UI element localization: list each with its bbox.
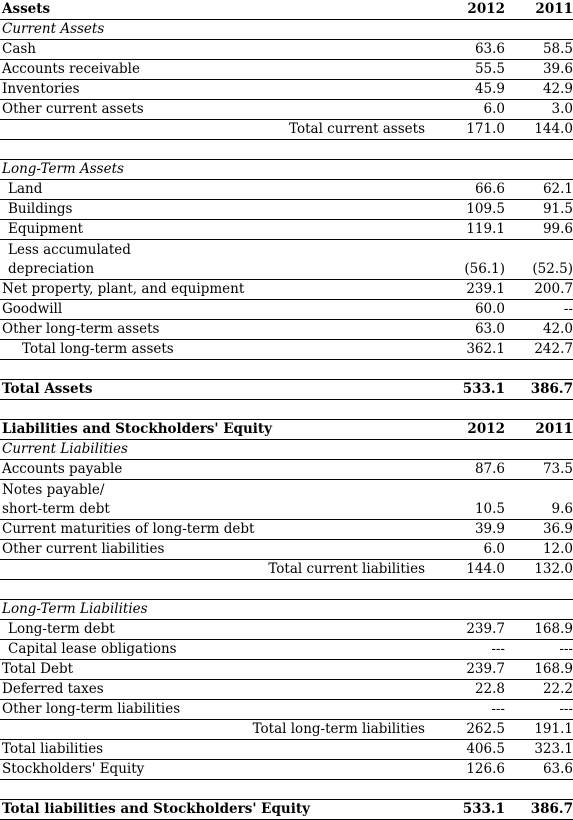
value-2011: 242.7 — [505, 340, 573, 360]
table-row — [0, 540, 573, 560]
value-2012: 144.0 — [425, 560, 505, 580]
value-2011 — [505, 360, 573, 380]
row-label-line1: Notes payable/ — [2, 482, 105, 498]
value-2012: 39.9 — [425, 520, 505, 540]
table-row — [0, 640, 573, 660]
table-row — [0, 620, 573, 640]
value-2011: 386.7 — [505, 800, 573, 820]
spacer-row — [0, 360, 573, 380]
value-2012: --- — [425, 640, 505, 660]
value-2011: 36.9 — [505, 520, 573, 540]
value-2012: 87.6 — [425, 460, 505, 480]
table-row — [0, 240, 573, 280]
table-row — [0, 60, 573, 80]
table-row — [0, 660, 573, 680]
row-label: Total current liabilities — [0, 560, 425, 580]
value-2011: 168.9 — [505, 620, 573, 640]
value-2012: 63.6 — [425, 40, 505, 60]
value-2011 — [505, 160, 573, 180]
value-2012 — [425, 780, 505, 800]
table-row — [0, 520, 573, 540]
value-2012: 239.1 — [425, 280, 505, 300]
value-2012 — [425, 20, 505, 40]
spacer-row — [0, 780, 573, 800]
table-row — [0, 320, 573, 340]
value-2012 — [425, 580, 505, 600]
row-label: Long-term debt — [0, 620, 425, 640]
row-label — [0, 580, 425, 600]
row-label: Accounts receivable — [0, 60, 425, 80]
row-label: Current maturities of long-term debt — [0, 520, 425, 540]
value-2012 — [425, 160, 505, 180]
value-2011: 386.7 — [505, 380, 573, 400]
row-label — [0, 360, 425, 380]
value-2011: (52.5) — [505, 240, 573, 280]
value-2011: 2011 — [505, 0, 573, 20]
value-2011 — [505, 780, 573, 800]
table-row — [0, 800, 573, 820]
row-label: Equipment — [0, 220, 425, 240]
value-2012: 109.5 — [425, 200, 505, 220]
value-2012: 45.9 — [425, 80, 505, 100]
row-label-line1: Less accumulated — [8, 242, 131, 258]
value-2012: 239.7 — [425, 660, 505, 680]
value-2012 — [425, 140, 505, 160]
value-2011: 323.1 — [505, 740, 573, 760]
row-label: Other long-term liabilities — [0, 700, 425, 720]
table-row — [0, 120, 573, 140]
row-label: Deferred taxes — [0, 680, 425, 700]
value-2012: 533.1 — [425, 380, 505, 400]
row-label: Capital lease obligations — [0, 640, 425, 660]
value-2011 — [505, 400, 573, 420]
value-2012: 2012 — [425, 420, 505, 440]
row-label-line2: short-term debt — [2, 501, 110, 517]
row-label: Cash — [0, 40, 425, 60]
value-2011: 91.5 — [505, 200, 573, 220]
row-label: Net property, plant, and equipment — [0, 280, 425, 300]
row-label: Total liabilities and Stockholders' Equity — [0, 800, 425, 820]
value-2011: 39.6 — [505, 60, 573, 80]
value-2012 — [425, 600, 505, 620]
table-row — [0, 680, 573, 700]
value-2011: 42.9 — [505, 80, 573, 100]
value-2011: 3.0 — [505, 100, 573, 120]
spacer-row — [0, 580, 573, 600]
row-label: Accounts payable — [0, 460, 425, 480]
value-2011: 12.0 — [505, 540, 573, 560]
row-label: Current Liabilities — [0, 440, 425, 460]
value-2012: 533.1 — [425, 800, 505, 820]
table-row — [0, 600, 573, 620]
value-2012: 119.1 — [425, 220, 505, 240]
value-2011 — [505, 600, 573, 620]
value-2011: 42.0 — [505, 320, 573, 340]
value-2012: (56.1) — [425, 240, 505, 280]
row-label: Other long-term assets — [0, 320, 425, 340]
value-2012: 2012 — [425, 0, 505, 20]
value-2011: 99.6 — [505, 220, 573, 240]
value-2011: 132.0 — [505, 560, 573, 580]
table-row — [0, 220, 573, 240]
table-row — [0, 420, 573, 440]
value-2011: 73.5 — [505, 460, 573, 480]
table-row — [0, 740, 573, 760]
value-2012: 55.5 — [425, 60, 505, 80]
value-2012 — [425, 360, 505, 380]
value-2011: 2011 — [505, 420, 573, 440]
value-2011: 58.5 — [505, 40, 573, 60]
value-2012: 171.0 — [425, 120, 505, 140]
value-2012: 22.8 — [425, 680, 505, 700]
value-2011: 62.1 — [505, 180, 573, 200]
value-2011 — [505, 140, 573, 160]
row-label: Total Debt — [0, 660, 425, 680]
row-label: Total Assets — [0, 380, 425, 400]
value-2011: 9.6 — [505, 480, 573, 520]
value-2012: 10.5 — [425, 480, 505, 520]
table-row — [0, 700, 573, 720]
row-label: Long-Term Assets — [0, 160, 425, 180]
row-label — [0, 140, 425, 160]
table-row — [0, 560, 573, 580]
row-label: Goodwill — [0, 300, 425, 320]
table-row — [0, 760, 573, 780]
value-2012: 66.6 — [425, 180, 505, 200]
table-row — [0, 460, 573, 480]
value-2011: -- — [505, 300, 573, 320]
table-row — [0, 160, 573, 180]
table-row — [0, 380, 573, 400]
value-2011 — [505, 440, 573, 460]
table-row — [0, 300, 573, 320]
value-2011: --- — [505, 640, 573, 660]
table-row — [0, 180, 573, 200]
table-row — [0, 40, 573, 60]
table-row — [0, 100, 573, 120]
value-2011: 168.9 — [505, 660, 573, 680]
value-2011: 144.0 — [505, 120, 573, 140]
value-2012: 406.5 — [425, 740, 505, 760]
row-label: Total liabilities — [0, 740, 425, 760]
table-row — [0, 80, 573, 100]
value-2011 — [505, 580, 573, 600]
row-label: Inventories — [0, 80, 425, 100]
table-row — [0, 200, 573, 220]
row-label — [0, 400, 425, 420]
table-row — [0, 480, 573, 520]
table-row — [0, 280, 573, 300]
value-2012: 262.5 — [425, 720, 505, 740]
spacer-row — [0, 400, 573, 420]
row-label: Stockholders' Equity — [0, 760, 425, 780]
table-row — [0, 340, 573, 360]
row-label — [0, 480, 425, 520]
value-2011: 200.7 — [505, 280, 573, 300]
value-2012: 239.7 — [425, 620, 505, 640]
value-2012 — [425, 400, 505, 420]
row-label — [0, 240, 425, 280]
value-2012: 6.0 — [425, 100, 505, 120]
row-label: Total long-term liabilities — [0, 720, 425, 740]
row-label-line2: depreciation — [8, 261, 95, 277]
row-label: Buildings — [0, 200, 425, 220]
row-label: Assets — [0, 0, 425, 20]
table-row — [0, 440, 573, 460]
row-label — [0, 780, 425, 800]
row-label: Liabilities and Stockholders' Equity — [0, 420, 425, 440]
value-2011: 63.6 — [505, 760, 573, 780]
row-label: Other current liabilities — [0, 540, 425, 560]
value-2012: --- — [425, 700, 505, 720]
row-label: Current Assets — [0, 20, 425, 40]
value-2012: 362.1 — [425, 340, 505, 360]
row-label: Long-Term Liabilities — [0, 600, 425, 620]
value-2011: 22.2 — [505, 680, 573, 700]
row-label: Land — [0, 180, 425, 200]
row-label: Total current assets — [0, 120, 425, 140]
table-row — [0, 720, 573, 740]
table-row — [0, 20, 573, 40]
value-2012: 6.0 — [425, 540, 505, 560]
value-2011: 191.1 — [505, 720, 573, 740]
value-2012: 63.0 — [425, 320, 505, 340]
value-2012: 60.0 — [425, 300, 505, 320]
row-label: Total long-term assets — [0, 340, 425, 360]
value-2011 — [505, 20, 573, 40]
row-label: Other current assets — [0, 100, 425, 120]
value-2012: 126.6 — [425, 760, 505, 780]
spacer-row — [0, 140, 573, 160]
value-2011: --- — [505, 700, 573, 720]
table-row — [0, 0, 573, 20]
value-2012 — [425, 440, 505, 460]
